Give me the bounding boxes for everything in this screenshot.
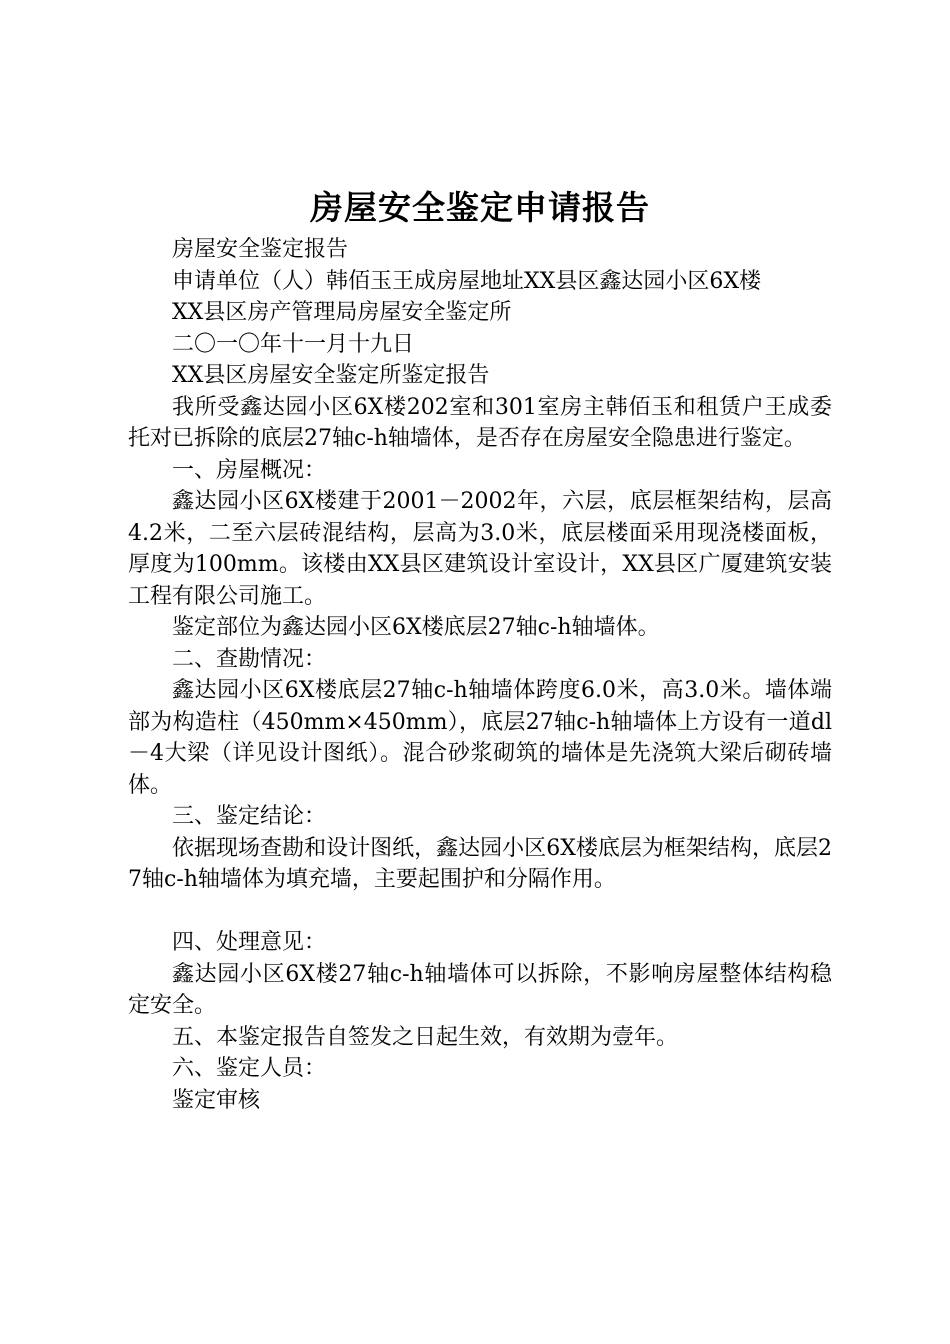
section-heading-survey: 二、查勘情况： — [172, 646, 327, 672]
document-page — [128, 186, 832, 1116]
paragraph-opinion: 鑫达园小区6X楼27轴c-h轴墙体可以拆除，不影响房屋整体结构稳定安全。 — [128, 961, 832, 1018]
section-heading-conclusion: 三、鉴定结论： — [172, 804, 327, 829]
paragraph-conclusion: 依据现场查勘和设计图纸，鑫达园小区6X楼底层为框架结构，底层27轴c-h轴墙体为填充墙，主要起围护和分隔作用。 — [128, 835, 832, 892]
section-heading-overview: 一、房屋概况： — [172, 457, 327, 483]
paragraph-report-title: XX县区房屋安全鉴定所鉴定报告 — [172, 363, 490, 388]
paragraph-date: 二〇一〇年十一月十九日 — [172, 331, 415, 357]
section-heading-personnel: 六、鉴定人员： — [172, 1056, 327, 1081]
paragraph-validity: 五、本鉴定报告自签发之日起生效，有效期为壹年。 — [172, 1024, 679, 1050]
paragraph-survey: 鑫达园小区6X楼底层27轴c-h轴墙体跨度6.0米，高3.0米。墙体端部为构造柱（450mm×450mm），底层27轴c-h轴墙体上方设有一道dl－4大梁（详见设计图纸）。混合砂浆砌筑的墙体是先浇筑大梁后砌砖墙体。 — [128, 678, 832, 798]
paragraph-applicant: 申请单位（人）韩佰玉王成房屋地址XX县区鑫达园小区6X楼 — [172, 268, 761, 294]
paragraph-location: 鉴定部位为鑫达园小区6X楼底层27轴c-h轴墙体。 — [172, 615, 660, 640]
paragraph-overview: 鑫达园小区6X楼建于2001－2002年，六层，底层框架结构，层高4.2米，二至六层砖混结构，层高为3.0米，底层楼面采用现浇楼面板，厚度为100mm。该楼由XX县区建筑设计室设计，XX县区广厦建筑安装工程有限公司施工。 — [128, 489, 832, 609]
paragraph-commission: 我所受鑫达园小区6X楼202室和301室房主韩佰玉和租赁户王成委托对已拆除的底层27轴c-h轴墙体，是否存在房屋安全隐患进行鉴定。 — [128, 394, 832, 451]
document-title: 房屋安全鉴定申请报告 — [310, 188, 650, 227]
section-heading-opinion: 四、处理意见： — [172, 930, 327, 955]
paragraph-institution: XX县区房产管理局房屋安全鉴定所 — [172, 300, 512, 325]
blank-line — [128, 896, 832, 928]
paragraph-review: 鉴定审核 — [172, 1087, 261, 1113]
paragraph-report-heading: 房屋安全鉴定报告 — [172, 237, 349, 262]
